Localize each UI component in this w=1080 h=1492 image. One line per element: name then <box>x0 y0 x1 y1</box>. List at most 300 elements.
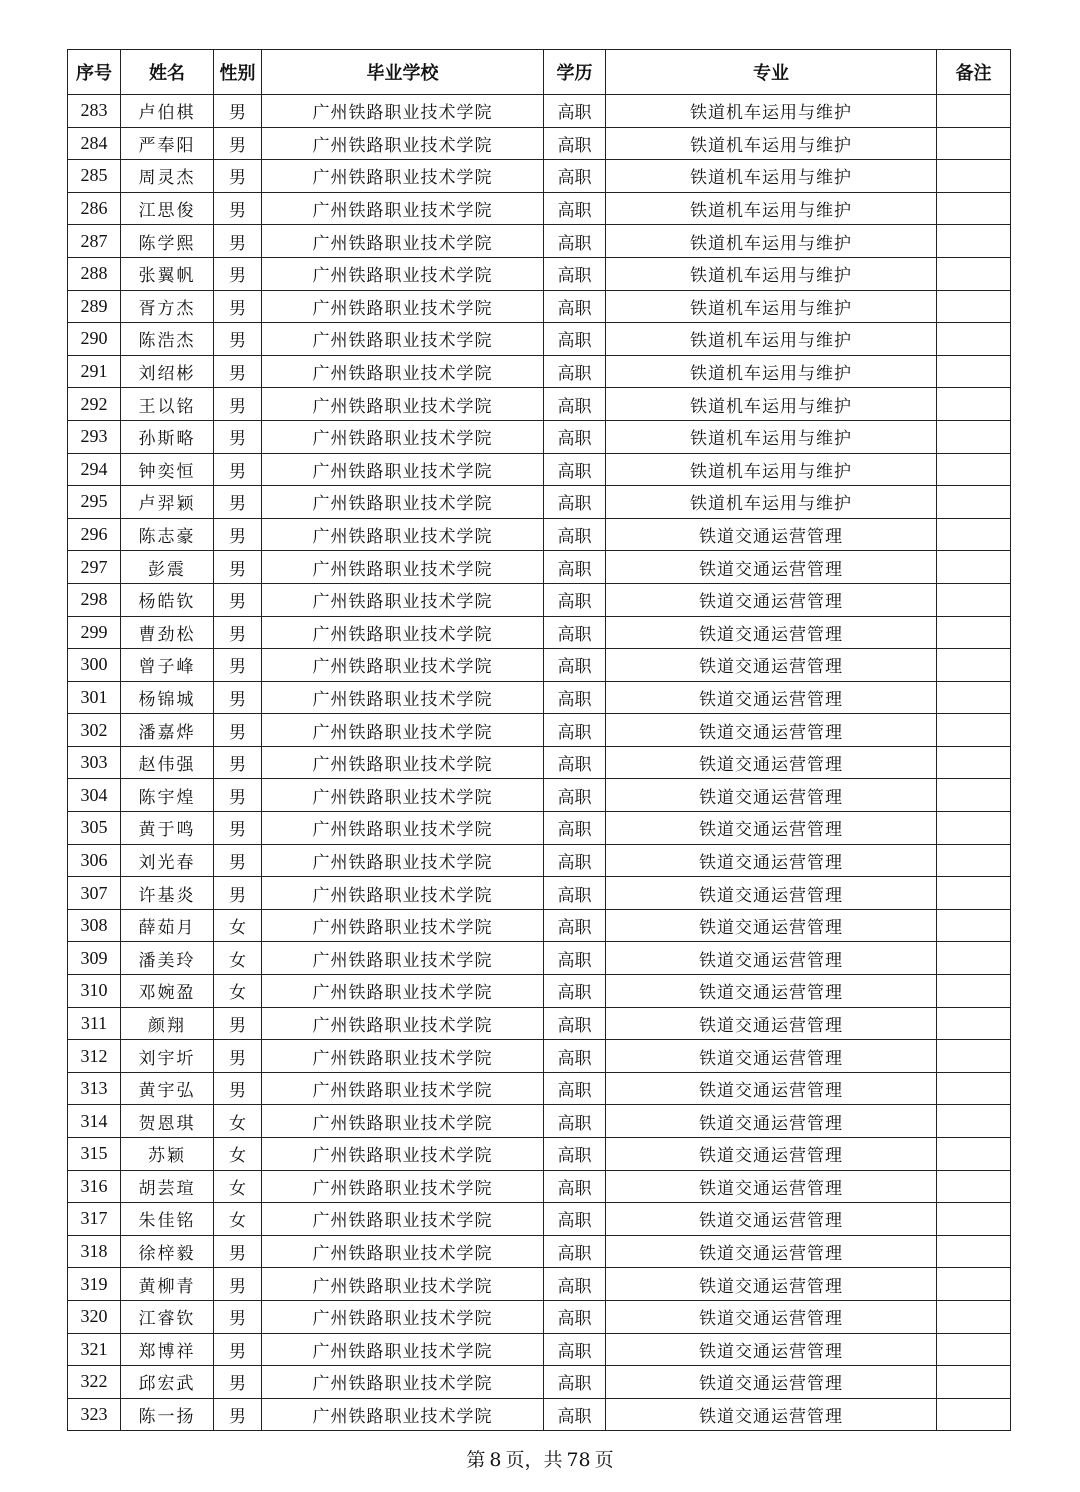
cell-education: 高职 <box>544 453 606 486</box>
cell-education: 高职 <box>544 746 606 779</box>
cell-major: 铁道交通运营管理 <box>606 649 937 682</box>
cell-remark <box>937 1170 1011 1203</box>
cell-school: 广州铁路职业技术学院 <box>262 388 544 421</box>
cell-education: 高职 <box>544 583 606 616</box>
cell-major: 铁道交通运营管理 <box>606 1170 937 1203</box>
cell-name: 贺恩琪 <box>121 1105 214 1138</box>
cell-major: 铁道交通运营管理 <box>606 1366 937 1399</box>
cell-major: 铁道交通运营管理 <box>606 975 937 1008</box>
cell-gender: 男 <box>214 290 262 323</box>
cell-name: 陈宇煌 <box>121 779 214 812</box>
roster-table <box>67 49 1011 1431</box>
cell-school: 广州铁路职业技术学院 <box>262 127 544 160</box>
cell-seq: 308 <box>68 909 121 942</box>
cell-major: 铁道机车运用与维护 <box>606 420 937 453</box>
cell-name: 陈学熙 <box>121 225 214 258</box>
cell-seq: 296 <box>68 518 121 551</box>
table-row <box>68 975 1011 1008</box>
cell-name: 苏颖 <box>121 1138 214 1171</box>
table-row <box>68 420 1011 453</box>
cell-seq: 284 <box>68 127 121 160</box>
cell-remark <box>937 1366 1011 1399</box>
cell-remark <box>937 1300 1011 1333</box>
cell-remark <box>937 975 1011 1008</box>
cell-remark <box>937 127 1011 160</box>
cell-major: 铁道交通运营管理 <box>606 812 937 845</box>
cell-remark <box>937 616 1011 649</box>
cell-remark <box>937 160 1011 193</box>
cell-major: 铁道机车运用与维护 <box>606 225 937 258</box>
table-row <box>68 290 1011 323</box>
cell-major: 铁道机车运用与维护 <box>606 453 937 486</box>
table-row <box>68 1300 1011 1333</box>
cell-gender: 男 <box>214 551 262 584</box>
cell-name: 周灵杰 <box>121 160 214 193</box>
cell-school: 广州铁路职业技术学院 <box>262 942 544 975</box>
cell-gender: 男 <box>214 420 262 453</box>
cell-seq: 289 <box>68 290 121 323</box>
cell-remark <box>937 779 1011 812</box>
cell-seq: 297 <box>68 551 121 584</box>
table-row <box>68 257 1011 290</box>
cell-remark <box>937 1398 1011 1431</box>
cell-name: 陈一扬 <box>121 1398 214 1431</box>
cell-name: 黄于鸣 <box>121 812 214 845</box>
cell-remark <box>937 518 1011 551</box>
cell-name: 彭震 <box>121 551 214 584</box>
cell-seq: 301 <box>68 681 121 714</box>
cell-name: 陈志豪 <box>121 518 214 551</box>
cell-remark <box>937 290 1011 323</box>
cell-major: 铁道交通运营管理 <box>606 746 937 779</box>
cell-gender: 男 <box>214 486 262 519</box>
cell-remark <box>937 681 1011 714</box>
cell-seq: 314 <box>68 1105 121 1138</box>
cell-seq: 290 <box>68 323 121 356</box>
cell-school: 广州铁路职业技术学院 <box>262 649 544 682</box>
cell-remark <box>937 1235 1011 1268</box>
cell-remark <box>937 714 1011 747</box>
cell-major: 铁道机车运用与维护 <box>606 388 937 421</box>
cell-school: 广州铁路职业技术学院 <box>262 714 544 747</box>
cell-name: 朱佳铭 <box>121 1203 214 1236</box>
cell-major: 铁道交通运营管理 <box>606 779 937 812</box>
cell-school: 广州铁路职业技术学院 <box>262 1203 544 1236</box>
cell-school: 广州铁路职业技术学院 <box>262 160 544 193</box>
cell-major: 铁道交通运营管理 <box>606 1040 937 1073</box>
table-row <box>68 225 1011 258</box>
table-row <box>68 1235 1011 1268</box>
cell-name: 刘宇圻 <box>121 1040 214 1073</box>
cell-major: 铁道交通运营管理 <box>606 877 937 910</box>
table-row <box>68 1105 1011 1138</box>
header-education: 学历 <box>544 50 606 95</box>
cell-school: 广州铁路职业技术学院 <box>262 779 544 812</box>
cell-remark <box>937 877 1011 910</box>
cell-education: 高职 <box>544 1138 606 1171</box>
cell-seq: 291 <box>68 355 121 388</box>
cell-name: 潘美玲 <box>121 942 214 975</box>
cell-remark <box>937 355 1011 388</box>
cell-seq: 319 <box>68 1268 121 1301</box>
cell-remark <box>937 942 1011 975</box>
cell-gender: 男 <box>214 746 262 779</box>
cell-education: 高职 <box>544 1366 606 1399</box>
cell-seq: 303 <box>68 746 121 779</box>
cell-education: 高职 <box>544 812 606 845</box>
table-row <box>68 681 1011 714</box>
footer-page-number: 8 <box>489 1449 502 1471</box>
table-row <box>68 192 1011 225</box>
footer-prefix: 第 <box>466 1449 486 1471</box>
cell-major: 铁道交通运营管理 <box>606 714 937 747</box>
table-row <box>68 355 1011 388</box>
cell-school: 广州铁路职业技术学院 <box>262 1007 544 1040</box>
table-row <box>68 95 1011 128</box>
table-row <box>68 1398 1011 1431</box>
table-row <box>68 388 1011 421</box>
cell-education: 高职 <box>544 257 606 290</box>
cell-education: 高职 <box>544 355 606 388</box>
cell-seq: 323 <box>68 1398 121 1431</box>
cell-education: 高职 <box>544 95 606 128</box>
footer-total-pages: 78 <box>566 1449 591 1471</box>
cell-seq: 300 <box>68 649 121 682</box>
cell-seq: 310 <box>68 975 121 1008</box>
cell-seq: 321 <box>68 1333 121 1366</box>
footer-suffix: 页 <box>594 1449 614 1471</box>
table-row <box>68 1040 1011 1073</box>
cell-gender: 男 <box>214 160 262 193</box>
cell-major: 铁道交通运营管理 <box>606 1203 937 1236</box>
cell-education: 高职 <box>544 1105 606 1138</box>
cell-school: 广州铁路职业技术学院 <box>262 975 544 1008</box>
cell-education: 高职 <box>544 649 606 682</box>
cell-name: 卢伯棋 <box>121 95 214 128</box>
cell-major: 铁道交通运营管理 <box>606 1300 937 1333</box>
cell-remark <box>937 1072 1011 1105</box>
cell-name: 徐梓毅 <box>121 1235 214 1268</box>
cell-school: 广州铁路职业技术学院 <box>262 257 544 290</box>
cell-name: 严奉阳 <box>121 127 214 160</box>
cell-remark <box>937 812 1011 845</box>
cell-school: 广州铁路职业技术学院 <box>262 583 544 616</box>
cell-name: 刘绍彬 <box>121 355 214 388</box>
cell-major: 铁道机车运用与维护 <box>606 257 937 290</box>
table-row <box>68 323 1011 356</box>
cell-gender: 男 <box>214 714 262 747</box>
cell-seq: 312 <box>68 1040 121 1073</box>
cell-remark <box>937 323 1011 356</box>
cell-seq: 285 <box>68 160 121 193</box>
cell-seq: 320 <box>68 1300 121 1333</box>
cell-remark <box>937 649 1011 682</box>
cell-remark <box>937 1138 1011 1171</box>
cell-name: 王以铭 <box>121 388 214 421</box>
cell-seq: 306 <box>68 844 121 877</box>
table-row <box>68 1268 1011 1301</box>
cell-school: 广州铁路职业技术学院 <box>262 681 544 714</box>
cell-name: 胥方杰 <box>121 290 214 323</box>
table-row <box>68 877 1011 910</box>
cell-seq: 295 <box>68 486 121 519</box>
cell-major: 铁道交通运营管理 <box>606 1072 937 1105</box>
cell-gender: 男 <box>214 1040 262 1073</box>
cell-major: 铁道交通运营管理 <box>606 551 937 584</box>
cell-education: 高职 <box>544 1072 606 1105</box>
cell-school: 广州铁路职业技术学院 <box>262 551 544 584</box>
cell-gender: 男 <box>214 518 262 551</box>
table-row <box>68 616 1011 649</box>
cell-school: 广州铁路职业技术学院 <box>262 909 544 942</box>
cell-school: 广州铁路职业技术学院 <box>262 192 544 225</box>
cell-major: 铁道交通运营管理 <box>606 681 937 714</box>
cell-education: 高职 <box>544 486 606 519</box>
cell-school: 广州铁路职业技术学院 <box>262 95 544 128</box>
cell-major: 铁道交通运营管理 <box>606 518 937 551</box>
table-row <box>68 127 1011 160</box>
cell-education: 高职 <box>544 1235 606 1268</box>
cell-education: 高职 <box>544 942 606 975</box>
cell-major: 铁道交通运营管理 <box>606 844 937 877</box>
cell-education: 高职 <box>544 1300 606 1333</box>
table-row <box>68 779 1011 812</box>
cell-major: 铁道交通运营管理 <box>606 909 937 942</box>
table-row <box>68 909 1011 942</box>
cell-school: 广州铁路职业技术学院 <box>262 355 544 388</box>
header-seq: 序号 <box>68 50 121 95</box>
cell-name: 许基炎 <box>121 877 214 910</box>
cell-seq: 286 <box>68 192 121 225</box>
table-row <box>68 1333 1011 1366</box>
cell-gender: 男 <box>214 649 262 682</box>
cell-school: 广州铁路职业技术学院 <box>262 1138 544 1171</box>
cell-remark <box>937 1105 1011 1138</box>
cell-name: 曹劲松 <box>121 616 214 649</box>
cell-education: 高职 <box>544 290 606 323</box>
cell-name: 胡芸瑄 <box>121 1170 214 1203</box>
cell-school: 广州铁路职业技术学院 <box>262 1300 544 1333</box>
cell-gender: 男 <box>214 1268 262 1301</box>
table-row <box>68 551 1011 584</box>
cell-school: 广州铁路职业技术学院 <box>262 1398 544 1431</box>
header-gender: 性别 <box>214 50 262 95</box>
cell-school: 广州铁路职业技术学院 <box>262 616 544 649</box>
cell-school: 广州铁路职业技术学院 <box>262 1235 544 1268</box>
cell-remark <box>937 1007 1011 1040</box>
cell-gender: 男 <box>214 681 262 714</box>
cell-school: 广州铁路职业技术学院 <box>262 486 544 519</box>
cell-gender: 男 <box>214 257 262 290</box>
cell-gender: 男 <box>214 388 262 421</box>
cell-remark <box>937 909 1011 942</box>
cell-education: 高职 <box>544 160 606 193</box>
cell-major: 铁道交通运营管理 <box>606 1235 937 1268</box>
table-row <box>68 486 1011 519</box>
cell-major: 铁道机车运用与维护 <box>606 290 937 323</box>
cell-remark <box>937 583 1011 616</box>
table-row <box>68 1170 1011 1203</box>
cell-gender: 男 <box>214 1072 262 1105</box>
cell-remark <box>937 746 1011 779</box>
cell-remark <box>937 1203 1011 1236</box>
cell-gender: 男 <box>214 1398 262 1431</box>
cell-seq: 299 <box>68 616 121 649</box>
cell-education: 高职 <box>544 388 606 421</box>
cell-gender: 男 <box>214 1300 262 1333</box>
cell-school: 广州铁路职业技术学院 <box>262 1105 544 1138</box>
cell-school: 广州铁路职业技术学院 <box>262 1170 544 1203</box>
cell-major: 铁道交通运营管理 <box>606 1007 937 1040</box>
cell-gender: 男 <box>214 844 262 877</box>
cell-gender: 女 <box>214 1170 262 1203</box>
cell-seq: 318 <box>68 1235 121 1268</box>
cell-gender: 男 <box>214 453 262 486</box>
cell-seq: 298 <box>68 583 121 616</box>
cell-school: 广州铁路职业技术学院 <box>262 877 544 910</box>
table-row <box>68 844 1011 877</box>
cell-gender: 女 <box>214 942 262 975</box>
cell-major: 铁道交通运营管理 <box>606 1268 937 1301</box>
cell-major: 铁道交通运营管理 <box>606 942 937 975</box>
cell-seq: 302 <box>68 714 121 747</box>
header-row <box>68 50 1011 95</box>
cell-gender: 男 <box>214 583 262 616</box>
cell-school: 广州铁路职业技术学院 <box>262 1366 544 1399</box>
cell-major: 铁道交通运营管理 <box>606 1105 937 1138</box>
cell-education: 高职 <box>544 616 606 649</box>
cell-remark <box>937 1333 1011 1366</box>
cell-seq: 292 <box>68 388 121 421</box>
cell-remark <box>937 95 1011 128</box>
cell-remark <box>937 453 1011 486</box>
cell-name: 江睿钦 <box>121 1300 214 1333</box>
table-body <box>68 95 1011 1431</box>
cell-education: 高职 <box>544 909 606 942</box>
cell-gender: 女 <box>214 1203 262 1236</box>
cell-education: 高职 <box>544 1268 606 1301</box>
cell-major: 铁道交通运营管理 <box>606 616 937 649</box>
table-row <box>68 1203 1011 1236</box>
cell-remark <box>937 551 1011 584</box>
cell-major: 铁道机车运用与维护 <box>606 95 937 128</box>
cell-gender: 男 <box>214 323 262 356</box>
cell-gender: 男 <box>214 1007 262 1040</box>
cell-education: 高职 <box>544 225 606 258</box>
cell-school: 广州铁路职业技术学院 <box>262 453 544 486</box>
cell-seq: 293 <box>68 420 121 453</box>
cell-gender: 男 <box>214 1366 262 1399</box>
cell-education: 高职 <box>544 1333 606 1366</box>
header-remark: 备注 <box>937 50 1011 95</box>
cell-school: 广州铁路职业技术学院 <box>262 323 544 356</box>
cell-gender: 男 <box>214 812 262 845</box>
table-row <box>68 160 1011 193</box>
cell-name: 邓婉盈 <box>121 975 214 1008</box>
cell-school: 广州铁路职业技术学院 <box>262 290 544 323</box>
cell-major: 铁道交通运营管理 <box>606 583 937 616</box>
cell-school: 广州铁路职业技术学院 <box>262 420 544 453</box>
cell-gender: 男 <box>214 616 262 649</box>
cell-gender: 女 <box>214 1105 262 1138</box>
cell-education: 高职 <box>544 551 606 584</box>
cell-gender: 女 <box>214 1138 262 1171</box>
cell-education: 高职 <box>544 1170 606 1203</box>
cell-education: 高职 <box>544 844 606 877</box>
cell-seq: 304 <box>68 779 121 812</box>
cell-seq: 317 <box>68 1203 121 1236</box>
table-row <box>68 942 1011 975</box>
cell-remark <box>937 192 1011 225</box>
cell-major: 铁道机车运用与维护 <box>606 323 937 356</box>
cell-remark <box>937 1040 1011 1073</box>
cell-gender: 男 <box>214 95 262 128</box>
cell-major: 铁道交通运营管理 <box>606 1138 937 1171</box>
cell-name: 陈浩杰 <box>121 323 214 356</box>
footer-middle: 页，共 <box>505 1449 563 1471</box>
cell-major: 铁道交通运营管理 <box>606 1398 937 1431</box>
cell-seq: 313 <box>68 1072 121 1105</box>
table-row <box>68 453 1011 486</box>
cell-gender: 男 <box>214 225 262 258</box>
cell-seq: 307 <box>68 877 121 910</box>
cell-education: 高职 <box>544 518 606 551</box>
cell-seq: 316 <box>68 1170 121 1203</box>
cell-name: 曾子峰 <box>121 649 214 682</box>
cell-school: 广州铁路职业技术学院 <box>262 225 544 258</box>
cell-school: 广州铁路职业技术学院 <box>262 518 544 551</box>
cell-name: 刘光春 <box>121 844 214 877</box>
cell-school: 广州铁路职业技术学院 <box>262 812 544 845</box>
cell-major: 铁道交通运营管理 <box>606 1333 937 1366</box>
cell-gender: 男 <box>214 192 262 225</box>
cell-name: 邱宏武 <box>121 1366 214 1399</box>
cell-major: 铁道机车运用与维护 <box>606 355 937 388</box>
cell-remark <box>937 225 1011 258</box>
cell-education: 高职 <box>544 877 606 910</box>
cell-gender: 男 <box>214 779 262 812</box>
table-row <box>68 1007 1011 1040</box>
cell-gender: 男 <box>214 355 262 388</box>
table-row <box>68 583 1011 616</box>
cell-education: 高职 <box>544 1007 606 1040</box>
cell-name: 张翼帆 <box>121 257 214 290</box>
cell-remark <box>937 844 1011 877</box>
page-footer <box>0 1445 1080 1472</box>
cell-education: 高职 <box>544 1398 606 1431</box>
cell-name: 颜翔 <box>121 1007 214 1040</box>
cell-seq: 309 <box>68 942 121 975</box>
cell-school: 广州铁路职业技术学院 <box>262 1268 544 1301</box>
cell-education: 高职 <box>544 681 606 714</box>
header-name: 姓名 <box>121 50 214 95</box>
table-row <box>68 1366 1011 1399</box>
cell-name: 孙斯略 <box>121 420 214 453</box>
cell-education: 高职 <box>544 1040 606 1073</box>
cell-seq: 315 <box>68 1138 121 1171</box>
cell-school: 广州铁路职业技术学院 <box>262 1333 544 1366</box>
cell-name: 黄柳青 <box>121 1268 214 1301</box>
cell-name: 钟奕恒 <box>121 453 214 486</box>
cell-school: 广州铁路职业技术学院 <box>262 1072 544 1105</box>
cell-name: 江思俊 <box>121 192 214 225</box>
cell-education: 高职 <box>544 1203 606 1236</box>
header-major: 专业 <box>606 50 937 95</box>
cell-education: 高职 <box>544 323 606 356</box>
table-row <box>68 714 1011 747</box>
cell-name: 卢羿颖 <box>121 486 214 519</box>
cell-education: 高职 <box>544 420 606 453</box>
